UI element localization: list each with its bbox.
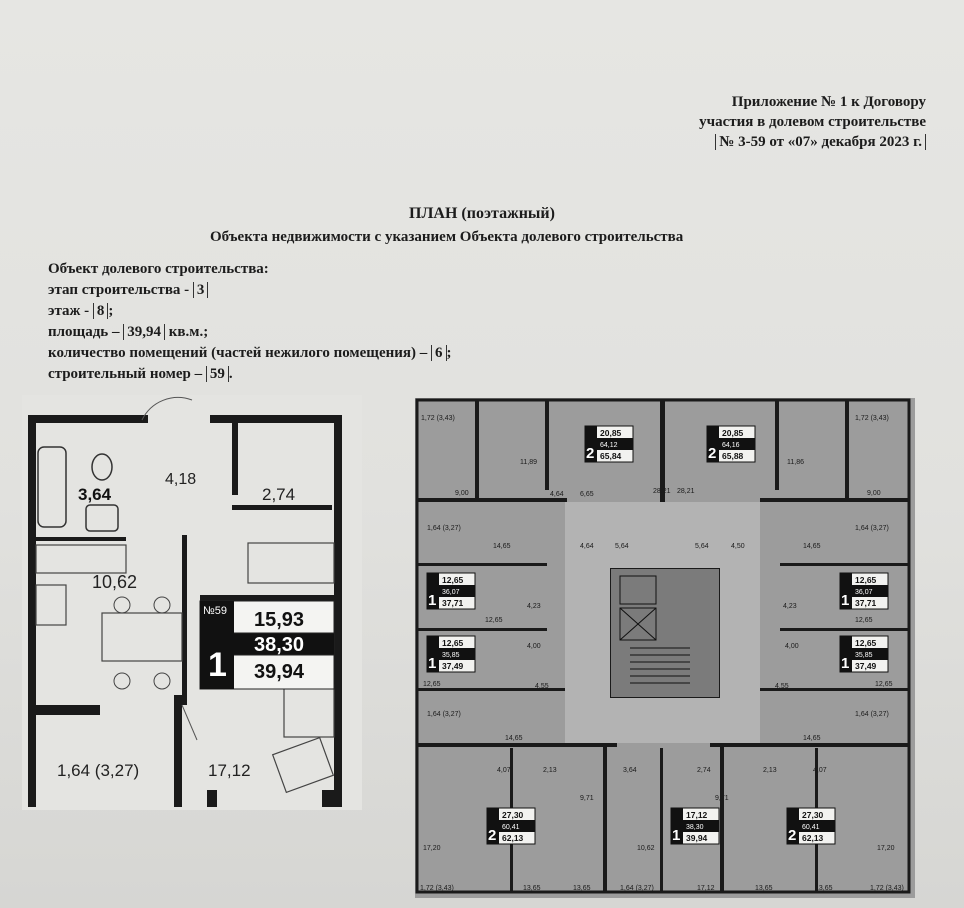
apartment-number-label: №59 (203, 605, 228, 617)
floor-room-area-label: 1,72 (3,43) (420, 885, 454, 892)
room-kitchen-area: 10,62 (92, 572, 138, 592)
floor-card-with-balcony: 37,71 (442, 598, 464, 608)
floor-apartment-card (427, 636, 475, 672)
floor-apartment-card (840, 573, 888, 609)
room-hall-area: 4,18 (165, 471, 197, 488)
annex-line-1: Приложение № 1 к Договору (731, 94, 926, 110)
floor-card-total: 38,30 (686, 824, 704, 831)
floor-room-area-label: 6,65 (580, 491, 594, 498)
floor-apartment-card (487, 808, 535, 844)
floor-room-area-label: 9,71 (580, 795, 594, 802)
floor-room-area-label: 12,65 (485, 617, 503, 624)
param-rooms: количество помещений (частей нежилого помещения) – 6 ; (48, 345, 452, 361)
floor-room-area-label: 2,13 (543, 767, 557, 774)
floor-card-living: 17,12 (686, 810, 708, 820)
floor-card-total: 60,41 (802, 824, 820, 831)
plan-subtitle: Объекта недвижимости с указанием Объекта долевого строительства (210, 229, 684, 245)
floor-room-area-label: 4,00 (785, 643, 799, 650)
floor-card-total: 36,07 (855, 589, 873, 596)
param-stage: этап строительства - 3 (48, 280, 452, 301)
apartment-floor-plan (22, 395, 362, 810)
floor-card-living: 27,30 (502, 810, 524, 820)
room-wardrobe-area: 2,74 (262, 485, 296, 504)
floor-room-area-label: 11,89 (520, 459, 537, 466)
floor-card-rooms: 2 (708, 445, 717, 462)
floor-room-area-label: 17,20 (877, 845, 895, 852)
floor-room-area-label: 4,55 (535, 683, 549, 690)
floor-room-area-label: 4,00 (527, 643, 541, 650)
floor-room-area-label: 12,65 (875, 681, 893, 688)
apartment-total-area: 38,30 (254, 634, 305, 656)
floor-room-area-label: 1,64 (3,27) (427, 525, 461, 532)
floor-room-area-label: 1,72 (3,43) (421, 415, 455, 422)
floor-room-area-label: 28,21 (677, 488, 695, 495)
floor-room-area-label: 5,64 (615, 543, 629, 550)
floor-card-living: 20,85 (600, 428, 622, 438)
floor-room-area-label: 4,07 (497, 767, 511, 774)
floor-card-with-balcony: 37,71 (855, 598, 877, 608)
floor-card-rooms: 2 (586, 445, 595, 462)
object-heading: Объект долевого строительства: (48, 261, 269, 277)
floor-apartment-card (787, 808, 835, 844)
room-balcony-area: 1,64 (3,27) (57, 761, 140, 780)
floor-card-living: 20,85 (722, 428, 744, 438)
floor-room-area-label: 4,23 (783, 603, 797, 610)
floor-room-area-label: 14,65 (803, 543, 821, 550)
floor-apartment-card (671, 808, 719, 844)
floor-apartment-card (840, 636, 888, 672)
floor-card-with-balcony: 62,13 (802, 833, 824, 843)
floor-room-area-label: 4,07 (813, 767, 827, 774)
floor-room-area-label: 17,20 (423, 845, 441, 852)
floor-room-area-label: 12,65 (423, 681, 441, 688)
floor-room-area-label: 4,55 (775, 683, 789, 690)
apartment-rooms-count: 1 (208, 646, 227, 684)
floor-room-area-label: 3,64 (623, 767, 637, 774)
annex-header (699, 92, 926, 152)
floor-card-rooms: 1 (672, 827, 681, 844)
annex-line-3: № 3-59 от «07» декабря 2023 г. (699, 132, 926, 152)
floor-card-with-balcony: 62,13 (502, 833, 524, 843)
floor-room-area-label: 1,64 (3,27) (855, 711, 889, 718)
param-area: площадь – 39,94 кв.м.; (48, 324, 209, 340)
floor-card-living: 12,65 (442, 638, 464, 648)
floor-room-area-label: 17,12 (697, 885, 715, 892)
floor-room-area-label: 1,72 (3,43) (870, 885, 904, 892)
annex-line-2: участия в долевом строительстве (699, 114, 926, 130)
floor-room-area-label: 14,65 (505, 735, 523, 742)
floor-room-area-label: 2,74 (697, 767, 711, 774)
room-living-area: 17,12 (208, 761, 251, 780)
floor-card-with-balcony: 39,94 (686, 833, 708, 843)
floor-apartment-card (427, 573, 475, 609)
param-number: строительный номер – 59 . (48, 366, 233, 382)
floor-room-area-label: 4,64 (550, 491, 564, 498)
floor-card-living: 12,65 (442, 575, 464, 585)
floor-room-area-label: 5,64 (695, 543, 709, 550)
apartment-living-area: 15,93 (254, 609, 305, 631)
floor-card-total: 35,85 (442, 652, 460, 659)
floor-card-living: 12,65 (855, 638, 877, 648)
floor-card-rooms: 1 (841, 655, 850, 672)
floor-room-area-label: 13,65 (815, 885, 833, 892)
floor-room-area-label: 11,86 (787, 459, 804, 466)
floor-card-rooms: 2 (488, 827, 497, 844)
object-parameters (48, 259, 452, 385)
plan-title: ПЛАН (поэтажный) (409, 205, 555, 222)
floor-room-area-label: 9,00 (867, 490, 881, 497)
floor-plan (415, 398, 915, 898)
floor-room-area-label: 1,72 (3,43) (855, 415, 889, 422)
floor-card-living: 27,30 (802, 810, 824, 820)
room-bath-area: 3,64 (78, 485, 112, 504)
floor-room-area-label: 1,64 (3,27) (620, 885, 654, 892)
floor-room-area-label: 10,62 (637, 845, 655, 852)
floor-card-total: 35,85 (855, 652, 873, 659)
floor-room-area-label: 9,71 (715, 795, 729, 802)
floor-card-with-balcony: 37,49 (442, 661, 464, 671)
floor-room-area-label: 14,65 (803, 735, 821, 742)
floor-room-area-label: 1,64 (3,27) (427, 711, 461, 718)
floor-card-with-balcony: 65,88 (722, 451, 744, 461)
param-floor: этаж - 8 ; (48, 303, 114, 319)
floor-card-with-balcony: 37,49 (855, 661, 877, 671)
floor-card-total: 64,16 (722, 442, 740, 449)
floor-room-area-label: 2,13 (763, 767, 777, 774)
floor-room-area-label: 13,65 (755, 885, 773, 892)
floor-apartment-card (707, 426, 755, 462)
floor-room-area-label: 4,50 (731, 543, 745, 550)
floor-room-area-label: 28,21 (653, 488, 671, 495)
floor-card-rooms: 1 (428, 655, 437, 672)
floor-card-rooms: 2 (788, 827, 797, 844)
floor-card-with-balcony: 65,84 (600, 451, 622, 461)
floor-room-area-label: 4,23 (527, 603, 541, 610)
floor-room-area-label: 14,65 (493, 543, 511, 550)
floor-card-total: 36,07 (442, 589, 460, 596)
floor-apartment-card (585, 426, 633, 462)
floor-card-total: 64,12 (600, 442, 618, 449)
floor-card-rooms: 1 (841, 592, 850, 609)
apartment-area-with-balcony: 39,94 (254, 661, 305, 683)
floor-room-area-label: 12,65 (855, 617, 873, 624)
floor-card-rooms: 1 (428, 592, 437, 609)
floor-room-area-label: 1,64 (3,27) (855, 525, 889, 532)
floor-room-area-label: 13,65 (573, 885, 591, 892)
floor-card-living: 12,65 (855, 575, 877, 585)
floor-room-area-label: 9,00 (455, 490, 469, 497)
floor-room-area-label: 13,65 (523, 885, 541, 892)
floor-card-total: 60,41 (502, 824, 520, 831)
floor-room-area-label: 4,64 (580, 543, 594, 550)
